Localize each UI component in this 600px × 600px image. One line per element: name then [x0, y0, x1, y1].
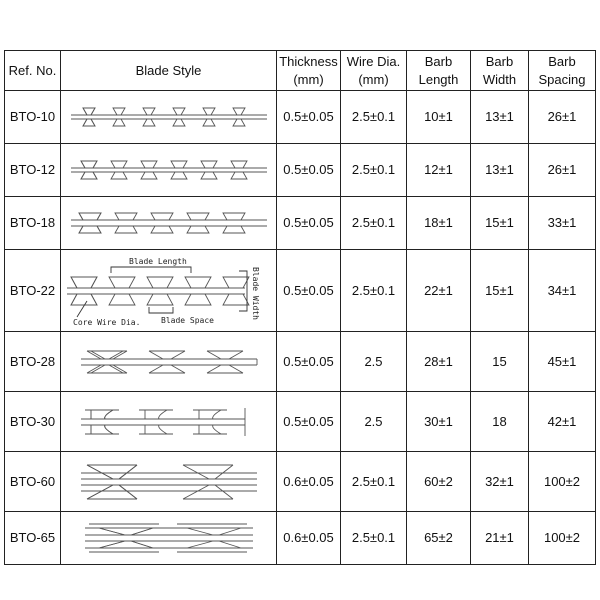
wire-dia-cell: 2.5±0.1 [341, 512, 407, 565]
blade-style-bto-30 [61, 392, 277, 452]
thickness-cell: 0.5±0.05 [277, 197, 341, 250]
blade-style-bto-65 [61, 512, 277, 565]
blade-drawing-bto-60 [79, 459, 259, 505]
blade-style-bto-22 [61, 250, 277, 332]
blade-style-bto-10 [61, 91, 277, 144]
ref-cell: BTO-12 [5, 144, 61, 197]
barb-length-cell: 10±1 [407, 91, 471, 144]
barb-spacing-cell: 26±1 [529, 91, 596, 144]
barb-width-cell: 15±1 [471, 250, 529, 332]
blade-style-bto-18 [61, 197, 277, 250]
barb-length-cell: 60±2 [407, 452, 471, 512]
header-barb-length: Barb Length [407, 51, 471, 91]
table-row [5, 144, 596, 197]
blade-style-bto-60 [61, 452, 277, 512]
table-row [5, 332, 596, 392]
table-row [5, 392, 596, 452]
barb-length-cell: 30±1 [407, 392, 471, 452]
blade-drawing-bto-12 [69, 155, 269, 185]
table-row [5, 91, 596, 144]
barb-width-cell: 13±1 [471, 91, 529, 144]
blade-drawing-bto-28 [79, 345, 259, 379]
table-row [5, 197, 596, 250]
barb-width-cell: 15 [471, 332, 529, 392]
barb-spacing-cell: 33±1 [529, 197, 596, 250]
blade-drawing-bto-30 [79, 402, 259, 442]
barb-length-cell: 12±1 [407, 144, 471, 197]
table-row [5, 512, 596, 565]
label-core-wire-dia: Core Wire Dia. [72, 317, 140, 327]
blade-drawing-bto-10 [69, 102, 269, 132]
blade-drawing-bto-65 [79, 520, 259, 556]
ref-cell: BTO-22 [5, 250, 61, 332]
barb-spacing-cell: 100±2 [529, 512, 596, 565]
thickness-cell: 0.5±0.05 [277, 144, 341, 197]
barb-width-cell: 13±1 [471, 144, 529, 197]
ref-cell: BTO-28 [5, 332, 61, 392]
header-thickness: Thickness (mm) [277, 51, 341, 91]
table-header-row [5, 51, 596, 91]
thickness-cell: 0.5±0.05 [277, 250, 341, 332]
barb-length-cell: 65±2 [407, 512, 471, 565]
barb-length-cell: 18±1 [407, 197, 471, 250]
label-blade-length: Blade Length [128, 256, 187, 266]
header-blade-style: Blade Style [61, 51, 277, 91]
thickness-cell: 0.5±0.05 [277, 392, 341, 452]
ref-cell: BTO-60 [5, 452, 61, 512]
barb-spacing-cell: 42±1 [529, 392, 596, 452]
wire-dia-cell: 2.5±0.1 [341, 452, 407, 512]
ref-cell: BTO-65 [5, 512, 61, 565]
blade-style-bto-12 [61, 144, 277, 197]
specification-table [4, 50, 596, 565]
barb-width-cell: 32±1 [471, 452, 529, 512]
wire-dia-cell: 2.5 [341, 392, 407, 452]
barb-width-cell: 18 [471, 392, 529, 452]
wire-dia-cell: 2.5±0.1 [341, 197, 407, 250]
blade-diagram-bto-22 [63, 255, 275, 327]
header-wire-dia: Wire Dia. (mm) [341, 51, 407, 91]
table-row [5, 250, 596, 332]
barb-spacing-cell: 45±1 [529, 332, 596, 392]
ref-cell: BTO-18 [5, 197, 61, 250]
barb-length-cell: 28±1 [407, 332, 471, 392]
wire-dia-cell: 2.5±0.1 [341, 144, 407, 197]
header-ref-no: Ref. No. [5, 51, 61, 91]
header-barb-width: Barb Width [471, 51, 529, 91]
label-blade-width: Blade Width [250, 266, 260, 320]
ref-cell: BTO-10 [5, 91, 61, 144]
thickness-cell: 0.5±0.05 [277, 332, 341, 392]
table-row [5, 452, 596, 512]
barb-length-cell: 22±1 [407, 250, 471, 332]
thickness-cell: 0.5±0.05 [277, 91, 341, 144]
barb-width-cell: 15±1 [471, 197, 529, 250]
thickness-cell: 0.6±0.05 [277, 452, 341, 512]
wire-dia-cell: 2.5±0.1 [341, 91, 407, 144]
barb-spacing-cell: 100±2 [529, 452, 596, 512]
wire-dia-cell: 2.5 [341, 332, 407, 392]
label-blade-space: Blade Space [160, 315, 214, 325]
blade-drawing-bto-18 [69, 208, 269, 238]
header-barb-spacing: Barb Spacing [529, 51, 596, 91]
thickness-cell: 0.6±0.05 [277, 512, 341, 565]
barb-spacing-cell: 26±1 [529, 144, 596, 197]
ref-cell: BTO-30 [5, 392, 61, 452]
blade-style-bto-28 [61, 332, 277, 392]
wire-dia-cell: 2.5±0.1 [341, 250, 407, 332]
barb-spacing-cell: 34±1 [529, 250, 596, 332]
barb-width-cell: 21±1 [471, 512, 529, 565]
